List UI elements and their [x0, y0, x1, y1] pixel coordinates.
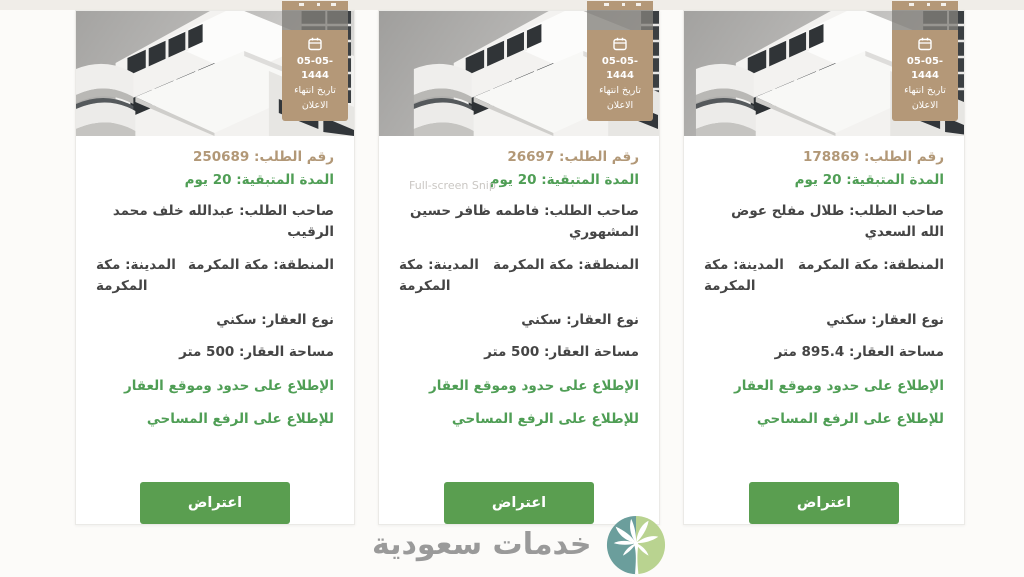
- property-area: مساحة العقار: 500 متر: [179, 344, 334, 360]
- calendar-icon: [308, 37, 322, 51]
- request-owner: صاحب الطلب: فاطمه ظافر حسين المشهوري: [409, 203, 639, 240]
- screenshot-artifact-text: Full-screen Snip: [409, 179, 496, 192]
- property-area: مساحة العقار: 895.4 متر: [774, 344, 944, 360]
- property-photo: [684, 11, 964, 136]
- request-card: [75, 10, 355, 525]
- expiry-label-line2: الاعلان: [606, 100, 634, 111]
- page-top-strip: [0, 0, 1024, 10]
- expiry-badge: [892, 1, 958, 121]
- badge-gray-panel: [892, 10, 958, 30]
- remaining-duration: المدة المتبقية: 20 يوم: [184, 172, 334, 188]
- expiry-label-line2: الاعلان: [911, 100, 939, 111]
- property-photo: [379, 11, 659, 136]
- remaining-duration: المدة المتبقية: 20 يوم: [794, 172, 944, 188]
- expiry-label-line2: الاعلان: [301, 100, 329, 111]
- badge-gray-panel: [587, 10, 653, 30]
- request-number: رقم الطلب: 26697: [507, 149, 639, 165]
- request-number: رقم الطلب: 178869: [802, 149, 944, 165]
- property-type: نوع العقار: سكني: [521, 312, 639, 328]
- request-number: رقم الطلب: 250689: [192, 149, 334, 165]
- palm-tree-logo-icon: [605, 514, 667, 576]
- survey-link[interactable]: للإطلاع على الرفع المساحي: [756, 411, 944, 427]
- city: المدينة: مكة المكرمة: [96, 257, 176, 294]
- expiry-badge: [587, 1, 653, 121]
- request-card: [378, 10, 660, 525]
- objection-button[interactable]: اعتراض: [444, 482, 594, 524]
- expiry-date-badge: [892, 30, 958, 121]
- region: المنطقة: مكة المكرمة: [492, 257, 639, 273]
- request-owner: صاحب الطلب: طلال مفلح عوض الله السعدي: [731, 203, 944, 240]
- calendar-icon: [918, 37, 932, 51]
- expiry-label-line1: تاريخ انتهاء: [294, 85, 336, 96]
- property-photo: [76, 11, 354, 136]
- objection-button[interactable]: اعتراض: [749, 482, 899, 524]
- property-area: مساحة العقار: 500 متر: [484, 344, 639, 360]
- calendar-icon: [613, 37, 627, 51]
- survey-link[interactable]: للإطلاع على الرفع المساحي: [146, 411, 334, 427]
- objection-button[interactable]: اعتراض: [140, 482, 290, 524]
- watermark-text: خدمات سعودية: [372, 526, 592, 562]
- boundaries-link[interactable]: الإطلاع على حدود وموقع العقار: [123, 378, 334, 394]
- cutoff-badge-remnant: [282, 1, 348, 10]
- expiry-badge: [282, 1, 348, 121]
- request-card: [683, 10, 965, 525]
- cutoff-badge-remnant: [892, 1, 958, 10]
- expiry-date-badge: [282, 30, 348, 121]
- city: المدينة: مكة المكرمة: [399, 257, 479, 294]
- expiry-date: 05-05-1444: [906, 56, 944, 81]
- cutoff-badge-remnant: [587, 1, 653, 10]
- remaining-duration: المدة المتبقية: 20 يوم: [489, 172, 639, 188]
- region-city-row: [96, 255, 334, 297]
- city: المدينة: مكة المكرمة: [704, 257, 784, 294]
- survey-link[interactable]: للإطلاع على الرفع المساحي: [451, 411, 639, 427]
- boundaries-link[interactable]: الإطلاع على حدود وموقع العقار: [428, 378, 639, 394]
- boundaries-link[interactable]: الإطلاع على حدود وموقع العقار: [733, 378, 944, 394]
- region-city-row: [399, 255, 639, 297]
- expiry-date: 05-05-1444: [601, 56, 639, 81]
- site-watermark: [372, 512, 667, 577]
- badge-gray-panel: [282, 10, 348, 30]
- region: المنطقة: مكة المكرمة: [187, 257, 334, 273]
- expiry-label-line1: تاريخ انتهاء: [599, 85, 641, 96]
- property-type: نوع العقار: سكني: [216, 312, 334, 328]
- expiry-date: 05-05-1444: [296, 56, 334, 81]
- region-city-row: [704, 255, 944, 297]
- region: المنطقة: مكة المكرمة: [797, 257, 944, 273]
- expiry-label-line1: تاريخ انتهاء: [904, 85, 946, 96]
- request-owner: صاحب الطلب: عبدالله خلف محمد الرقيب: [112, 203, 334, 240]
- property-type: نوع العقار: سكني: [826, 312, 944, 328]
- expiry-date-badge: [587, 30, 653, 121]
